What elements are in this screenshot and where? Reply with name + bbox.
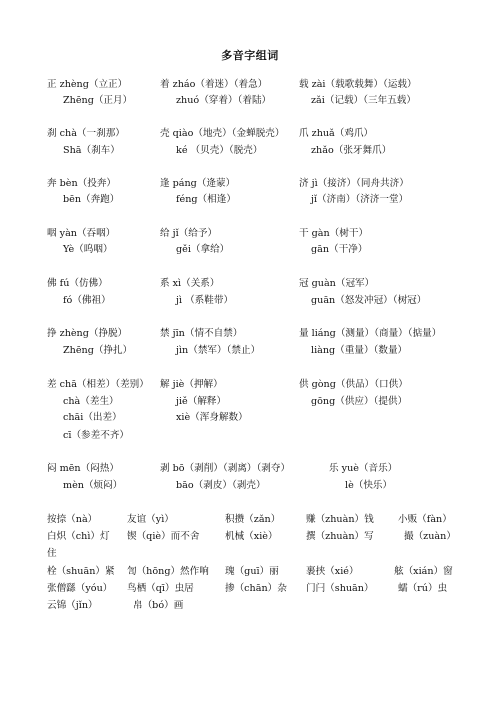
entry-line: 载 zài（载歌载舞）（运载） xyxy=(299,79,417,90)
entry-line: 着 zháo（着迷）（着急） xyxy=(160,79,268,90)
entry-line: fó（佛祖） xyxy=(63,295,111,306)
word-item: 舷（xián）窗 xyxy=(394,566,453,577)
page-title: 多音字组词 xyxy=(221,49,279,62)
word-item: 张僧繇（yóu） xyxy=(47,583,113,594)
word-item: 云锦（jǐn） xyxy=(47,600,98,611)
word-item: 白炽（chì）灯 xyxy=(47,531,110,542)
entry-line: Shā（刹车） xyxy=(63,145,120,156)
entry-line: 咽 yàn（吞咽） xyxy=(47,228,116,239)
entry-line: zǎi（记载）（三年五载） xyxy=(311,95,416,106)
entry-line: 禁 jīn（情不自禁） xyxy=(160,328,243,339)
entry-line: 奔 bèn（投奔） xyxy=(47,178,117,189)
entry-line: mèn（烦闷） xyxy=(63,480,123,491)
entry-line: 闷 mēn（闷热） xyxy=(47,463,119,474)
entry-line: 济 jì（接济）（同舟共济） xyxy=(299,178,409,189)
entry-line: 正 zhèng（立正） xyxy=(47,79,128,90)
entry-line: chāi（出差） xyxy=(63,412,122,423)
entry-line: bēn（奔跑） xyxy=(63,194,120,205)
entry-line: 壳 qiào（地壳）（金蝉脱壳） xyxy=(160,128,285,139)
entry-line: 解 jiè（押解） xyxy=(160,379,223,390)
word-item: 蠕（rú）虫 xyxy=(398,583,448,594)
word-item: 掺（chān）杂 xyxy=(225,583,287,594)
word-item: 撰（zhuàn）写 xyxy=(306,531,374,542)
word-item: 赚（zhuàn）钱 xyxy=(306,514,374,525)
entry-line: Zhēng（正月） xyxy=(63,95,133,106)
entry-line: jǐ（济南）（济济一堂） xyxy=(311,194,409,205)
word-item: 积攒（zǎn） xyxy=(225,514,281,525)
entry-line: 挣 zhèng（挣脱） xyxy=(47,328,128,339)
word-item: 门闩（shuān） xyxy=(306,583,374,594)
entry-line: gān（干净） xyxy=(311,244,368,255)
entry-line: zhǎo（张牙舞爪） xyxy=(311,145,392,156)
entry-line: 刹 chà（一刹那） xyxy=(47,128,125,139)
entry-line: 逢 páng（逄蒙） xyxy=(160,178,236,189)
entry-line: Yè（呜咽） xyxy=(63,244,113,255)
entry-line: 差 chā（相差）（差别） xyxy=(47,379,149,390)
word-item: 小贩（fàn） xyxy=(398,514,452,525)
entry-line: 供 gòng（供品）（口供） xyxy=(299,379,408,390)
entry-line: 剥 bō（剥削）（剥离）（剥夺） xyxy=(160,463,291,474)
entry-line: guān（怒发冲冠）（树冠） xyxy=(311,295,427,306)
word-item: 帛（bó）画 xyxy=(133,600,184,611)
word-item: 栓（shuān）紧 xyxy=(47,566,115,577)
entry-line: Zhēng（挣扎） xyxy=(63,345,133,356)
word-item: 撮（zuàn） xyxy=(404,531,456,542)
entry-line: gōng（供应）（提供） xyxy=(311,396,408,407)
entry-line: 冠 guàn（冠军） xyxy=(299,278,375,289)
word-item: 锲（qiè）而不舍 xyxy=(127,531,200,542)
entry-line: liàng（重量）（数量） xyxy=(311,345,408,356)
word-item: 机械（xiè） xyxy=(225,531,278,542)
word-item: 友谊（yì） xyxy=(127,514,174,525)
word-item: 裹挟（xié） xyxy=(306,566,359,577)
entry-line: lè（快乐） xyxy=(345,480,393,491)
entry-line: féng（相逢） xyxy=(176,194,236,205)
word-item: 按捺（nà） xyxy=(47,514,98,525)
word-item: 住 xyxy=(47,548,57,559)
entry-line: 系 xì（关系） xyxy=(160,278,220,289)
entry-line: bāo（剥皮）（剥壳） xyxy=(176,480,266,491)
entry-line: 干 gàn（树干） xyxy=(299,228,369,239)
entry-line: 给 jǐ（给予） xyxy=(160,228,218,239)
entry-line: 量 liáng（测量）（商量）（掂量） xyxy=(299,328,442,339)
entry-line: xiè（浑身解数） xyxy=(176,412,248,423)
entry-line: ké （贝壳）（脱壳） xyxy=(176,145,263,156)
word-item: 鸟栖（qī）虫居 xyxy=(127,583,194,594)
word-item: 訇（hōng）然作响 xyxy=(127,566,209,577)
entry-line: gěi（拿给） xyxy=(176,244,230,255)
word-item: 瑰（guī）丽 xyxy=(225,566,279,577)
entry-line: 乐 yuè（音乐） xyxy=(329,463,398,474)
entry-line: zhuó（穿着）（着陆） xyxy=(176,95,272,106)
entry-line: chà（差生） xyxy=(63,396,119,407)
entry-line: cī（参差不齐） xyxy=(63,430,130,441)
entry-line: jì （系鞋带） xyxy=(176,295,234,306)
entry-line: jìn（禁军）（禁止） xyxy=(176,345,261,356)
entry-line: 佛 fú（仿佛） xyxy=(47,278,108,289)
entry-line: jiě（解释） xyxy=(176,396,227,407)
entry-line: 爪 zhuǎ（鸡爪） xyxy=(299,128,374,139)
